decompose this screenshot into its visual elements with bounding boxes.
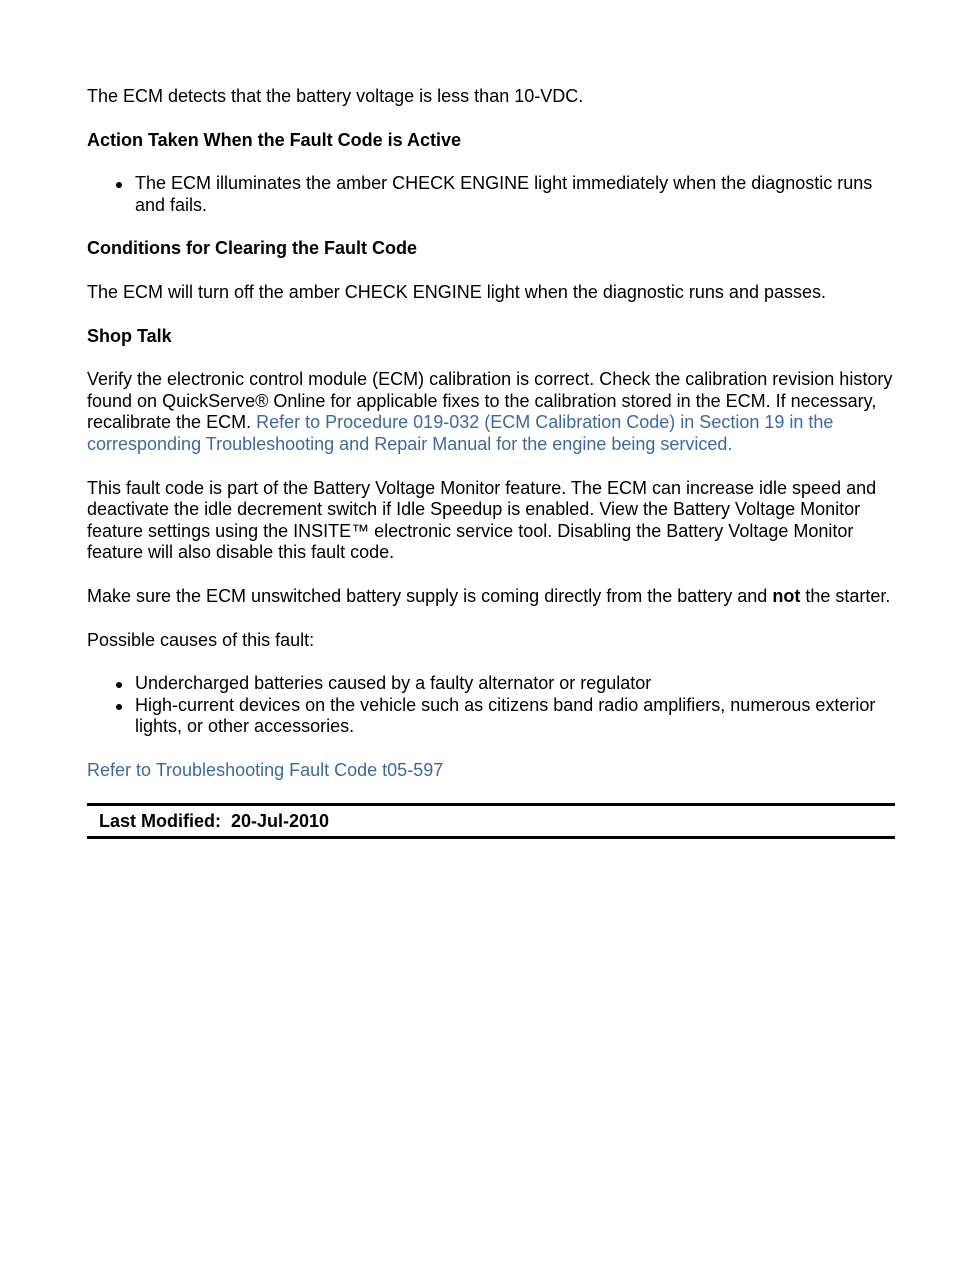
action-bullet-list xyxy=(87,173,895,216)
clearing-text: The ECM will turn off the amber CHECK ENGINE light when the diagnostic runs and passes. xyxy=(87,281,827,302)
action-heading: Action Taken When the Fault Code is Active xyxy=(87,129,462,150)
last-modified-date: 20-Jul-2010 xyxy=(231,810,330,831)
bullet-icon xyxy=(116,182,122,188)
procedure-019-032-link[interactable]: Refer to Procedure 019-032 (ECM Calibration Code) in Section 19 in the corresponding Troubleshooting and Repair Manual for the engine being serviced. xyxy=(87,412,834,454)
refer-paragraph xyxy=(87,760,895,782)
list-item xyxy=(87,173,895,216)
bullet-text: Undercharged batteries caused by a faulty alternator or regulator xyxy=(135,673,652,694)
list-item xyxy=(87,695,895,738)
supply-text-before: Make sure the ECM unswitched battery supply is coming directly from the battery and xyxy=(87,585,768,606)
shop-talk-paragraph-supply xyxy=(87,586,895,608)
last-modified-label: Last Modified: xyxy=(99,810,221,831)
bullet-icon xyxy=(116,682,122,688)
bullet-text: The ECM illuminates the amber CHECK ENGINE light immediately when the diagnostic runs and fails. xyxy=(135,173,873,215)
bullet-text: High-current devices on the vehicle such as citizens band radio amplifiers, numerous exterior lights, or other accessories. xyxy=(135,694,876,737)
document-page xyxy=(87,86,895,839)
calibration-text: Verify the electronic control module (ECM) calibration is correct. Check the calibration revision history found on QuickServe® Online for applicable fixes to the calibration stored in the ECM. If necessary, recalibrate the ECM. xyxy=(87,369,893,433)
supply-emphasis: not xyxy=(772,585,801,606)
supply-text-after: the starter. xyxy=(805,585,891,606)
troubleshooting-fault-code-link[interactable]: Refer to Troubleshooting Fault Code t05-597 xyxy=(87,759,444,780)
last-modified-bar xyxy=(87,803,895,839)
shop-talk-heading: Shop Talk xyxy=(87,325,172,346)
causes-bullet-list xyxy=(87,673,895,738)
bullet-icon xyxy=(116,704,122,710)
shop-talk-paragraph-monitor: This fault code is part of the Battery Voltage Monitor feature. The ECM can increase idle speed and deactivate the idle decrement switch if Idle Speedup is enabled. View the Battery Voltage Monitor feature settings using the INSITE™ electronic service tool. Disabling the Battery Voltage Monitor feature will also disable this fault code. xyxy=(87,477,877,563)
clearing-heading: Conditions for Clearing the Fault Code xyxy=(87,238,417,259)
possible-causes-intro: Possible causes of this fault: xyxy=(87,629,315,650)
intro-text: The ECM detects that the battery voltage is less than 10-VDC. xyxy=(87,86,584,106)
shop-talk-paragraph-calibration xyxy=(87,369,895,455)
list-item xyxy=(87,673,895,695)
